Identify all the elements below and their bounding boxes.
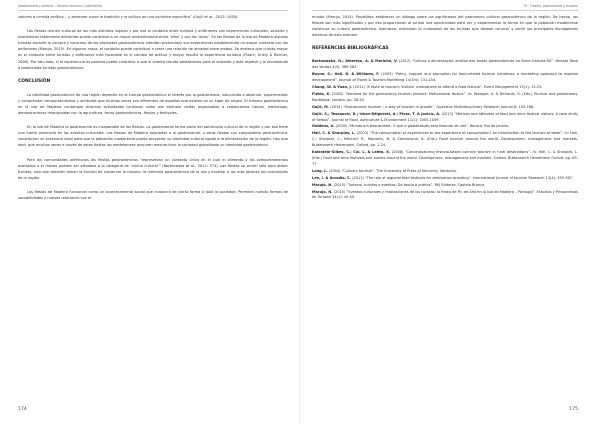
reference-authors: Gojić, M. <box>312 104 330 109</box>
paragraph-conclusion-1: La identidad gastronómica de una región depende en el cuerpo gastronómico el interés por la gastronomía, induciendo a observar, experimentar y comprender comportamientos y actitudes que muchas veces son diferentes de aquellas que existen en su lugar de origen. El turismo gastronómico en la Isla de Madeira contempla diversas actividades turísticas como por ejemplo visitas organizadas a restaurantes típicos, workshops, demostraciones relacionadas con la agricultura, ferias gastronómicas, fiestas y festivales. <box>18 92 288 116</box>
reference-entry <box>312 150 578 168</box>
reference-entry <box>312 85 578 91</box>
reference-entry <box>312 92 578 104</box>
right-page <box>300 0 600 424</box>
reference-entry <box>312 169 578 175</box>
reference-entry <box>312 59 578 71</box>
reference-entry <box>312 72 578 84</box>
reference-entry <box>312 176 578 182</box>
reference-authors: Hall, C. & Sharples, L. <box>312 131 356 136</box>
paragraph-festivals-contact: Las fiestas reúnen culturas de los más distintos lugares y por eso el contacto entre turistas y anfitriones con experiencias culturales, sociales y económicas totalmente diferentes puede contribuir a un mayor entendimiento entre ‘ellos’ y con los ‘otros’. En las fiestas de la Isla de Madeira algunos turistas durante la compra y consumo de los productos gastronómicos intentan profundizar sus experiencias estableciendo un mayor contacto con los anfitriones (Marujo, 2015). En algunos casos, el contacto puede contribuir a crear una relación de amistad entre ambos. Se destaca que cuanto mayor es el contacto entre turistas y anfitriones más favorable es el cambio de actitud y mayor resulta la experiencia turística (Pizam, Uriely & Reichel, 2000). Por otro lado, si la experiencia es positiva puede contribuir a que el evento resulte satisfactorio para el visitante y éste regrese y lo recomiende a potenciales turistas gastronómicos. <box>18 29 288 70</box>
reference-authors: Fields, K. <box>312 91 331 96</box>
reference-details: (2003) “Policy, support and promotion for food-related tourism initiatives: a marketing approach to regional development”. Journal of Travel & Tourism Marketing 14(3/4): 131-154. <box>312 72 578 83</box>
reference-authors: Marujo, N. <box>312 189 333 194</box>
reference-details: (2015) “Eventos culturales y motivaciones de los turistas: la fiesta de Fin de Año en la Isla de Madeira – Portugal”. Estudios y Perspectivas en Turismo 24(1): 40-55. <box>312 189 578 200</box>
paragraph-continuation: mundo (Marujo, 2015). Posibilitan establecer un diálogo sobre los significados del patrimonio cultural gastronómico de la región. De hecho, las fiestas son más significados y por eso proporcionan al turista una oportunidad para ver y experimentar la forma en que la población madeirense construye su cultura gastronómica. Asimismo, estimulan la curiosidad de los turistas que desean conocer y sentir los principales divulgadores externos de este eventos. <box>312 15 578 38</box>
reference-authors: Long, L. <box>312 168 328 173</box>
reference-details: (2002) “Demand for the gastronomy tourism product: Motivational factors”. In: Hjalager, A. & Richards, G. (Eds.) Tourism and gastronomy. Routledge, London, pp. 36-50. <box>312 91 579 102</box>
reference-details: (2015) “Gastronomic tourism – a way of tourism in growth”. Quaestus Multidisciplinary Research Journal 6: 155-166. <box>329 104 535 109</box>
reference-entry <box>312 105 578 111</box>
reference-details: (2004) “Culinary tourism”. The University of Press of Kentucky, Kentucky. <box>327 168 457 173</box>
left-page-body <box>18 14 288 209</box>
header-rule-right <box>312 10 578 11</box>
running-header-right: El · Fiestas, gastronomía y turismo <box>524 4 578 8</box>
reference-authors: Lee, I. & Arcodia, C. <box>312 175 352 180</box>
reference-details: (2008) “Conceptualizing festival-based culinary tourism in rural destinations”. In: Hall, C. & Sharples, L. (Eds.) Food and wine festivals and events around the world. Development, management and markets. Oxford: Butterworth Heinemann Oxford, pp. 65-77. <box>312 150 578 166</box>
reference-entry <box>312 124 578 130</box>
reference-details: (2015) “Turismo, turistas e eventos: Da teoria à prática”. RVJ Editores, Castelo Branco. <box>332 182 486 187</box>
reference-details: (2003) “The consumption of experiences or the experience of consumption? An introduction to the tourism of taste”. In: Hall, C.; Sharples, L.; Mitchell, R.; Macionis, N. & Cambourne, B. (Eds.) Food tourism around the world. Development, management and markets. Butterworth Heinemann, Oxford, pp. 1-24. <box>312 131 578 148</box>
reference-authors: Bortnowska, H.; Alberton, A. & Marinho, V. <box>312 59 398 64</box>
paragraph-conclusion-2: En la Isla de Madeira la gastronomía es inseparable de las fiestas. La gastronomía forma parte del patrimonio cultural de la región y por eso tiene una fuerte presencia en los eventos culturales. Las fiestas de Madeira asociadas a la gastronomía, u otras fiestas con componente gastronómico, constituyen un escenario ideal para que la población madeirense pueda proyectar su identidad cultural ligada a la alimentación de la región. Hay que decir que muchas veces a través de estas fiestas los madeirenses procuran mostrar/vivir la sociedad globalizada su identidad gastronómica. <box>18 125 288 148</box>
paragraph-quote-end: sabores a comida exótica… y aprender sobre la tradición y la cultura de una sociedad específica” (Gojić et al., 2013: 1058). <box>18 15 239 19</box>
paragraph-conclusion-4: Las fiestas de Madeira funcionan como un acontecimiento social que involucra de cierta forma a toda la sociedad. Permiten nuevas formas de sociabilidades y nuevas relaciones con el <box>18 189 288 200</box>
reference-authors: Marujo, N. <box>312 182 333 187</box>
paragraph-conclusion-3: Para los comunidades anfitrionas las fiestas gastronómicas “representan un contexto único en el cual el alimento y los comportamientos asociados a él mismo pueden ser elevados a la categoría de ‘cocina cultural’” (Bortnowska et al., 2012: 374). Las fiestas no sirven sólo para atraer turistas, sino que también tienen la función de conservar la historia, la memoria gastronómica de la isla y enseñar a los más jóvenes las costumbres de la región. <box>18 157 288 180</box>
reference-authors: Giddens, A. <box>312 124 335 129</box>
section-heading-conclusion: CONCLUSIÓN <box>18 78 51 84</box>
reference-list <box>312 59 578 201</box>
page-number-right: 175 <box>569 407 578 412</box>
page-number-left: 174 <box>18 407 27 412</box>
reference-details: (2011) “The role of regional food festivals for destination branding”. International Journal of tourism Research 13(4): 355-367. <box>351 175 574 180</box>
reference-entry <box>312 190 578 202</box>
reference-details: (2012) “Cultura e alimentação: análise das festas gastronómicas na Serra Gaúcha-RS”. Revista Rosa dos Ventos 4(3): 369-383. <box>312 59 578 70</box>
reference-details: (2013) “Motives and attitudes of food and drink festival visitors: A case study of Serbia”. Journal of Food, Agriculture & Environment 11(1): 1055-1059. <box>312 111 578 122</box>
reference-entry <box>312 112 578 124</box>
reference-details: (2011) “A taste of tourism: Visitors’ motivations to attend a food festival”. Event Management 15(1): 13-23. <box>352 85 543 89</box>
reference-authors: Kalkstein-Silkes, C.; Cai, L. & Lehto, X. <box>312 150 391 155</box>
reference-authors: Boyne, S.; Hall, D. & Williams, F. <box>312 72 380 77</box>
reference-authors: Gojić, S.; Tesanovic, D.; Ivkov-Džigurski, A.; Pivac, T. & Jovicic, A. <box>312 111 441 116</box>
reference-details: (2000) “Mundo em descontrole: O que a globalização está fazendo de nós”. Record, Rio de Janeiro. <box>334 124 510 129</box>
reference-entry <box>312 131 578 149</box>
reference-authors: Chang, W. & Yuan, J. <box>312 85 353 89</box>
reference-entry <box>312 183 578 189</box>
header-rule-left <box>18 10 288 11</box>
section-heading-references: REFERENCIAS BIBLIOGRÁFICAS <box>312 46 389 52</box>
running-header-left: Gastronomía y turismo – Destino turismo y patrimonio <box>18 4 103 8</box>
right-page-body <box>312 14 578 202</box>
